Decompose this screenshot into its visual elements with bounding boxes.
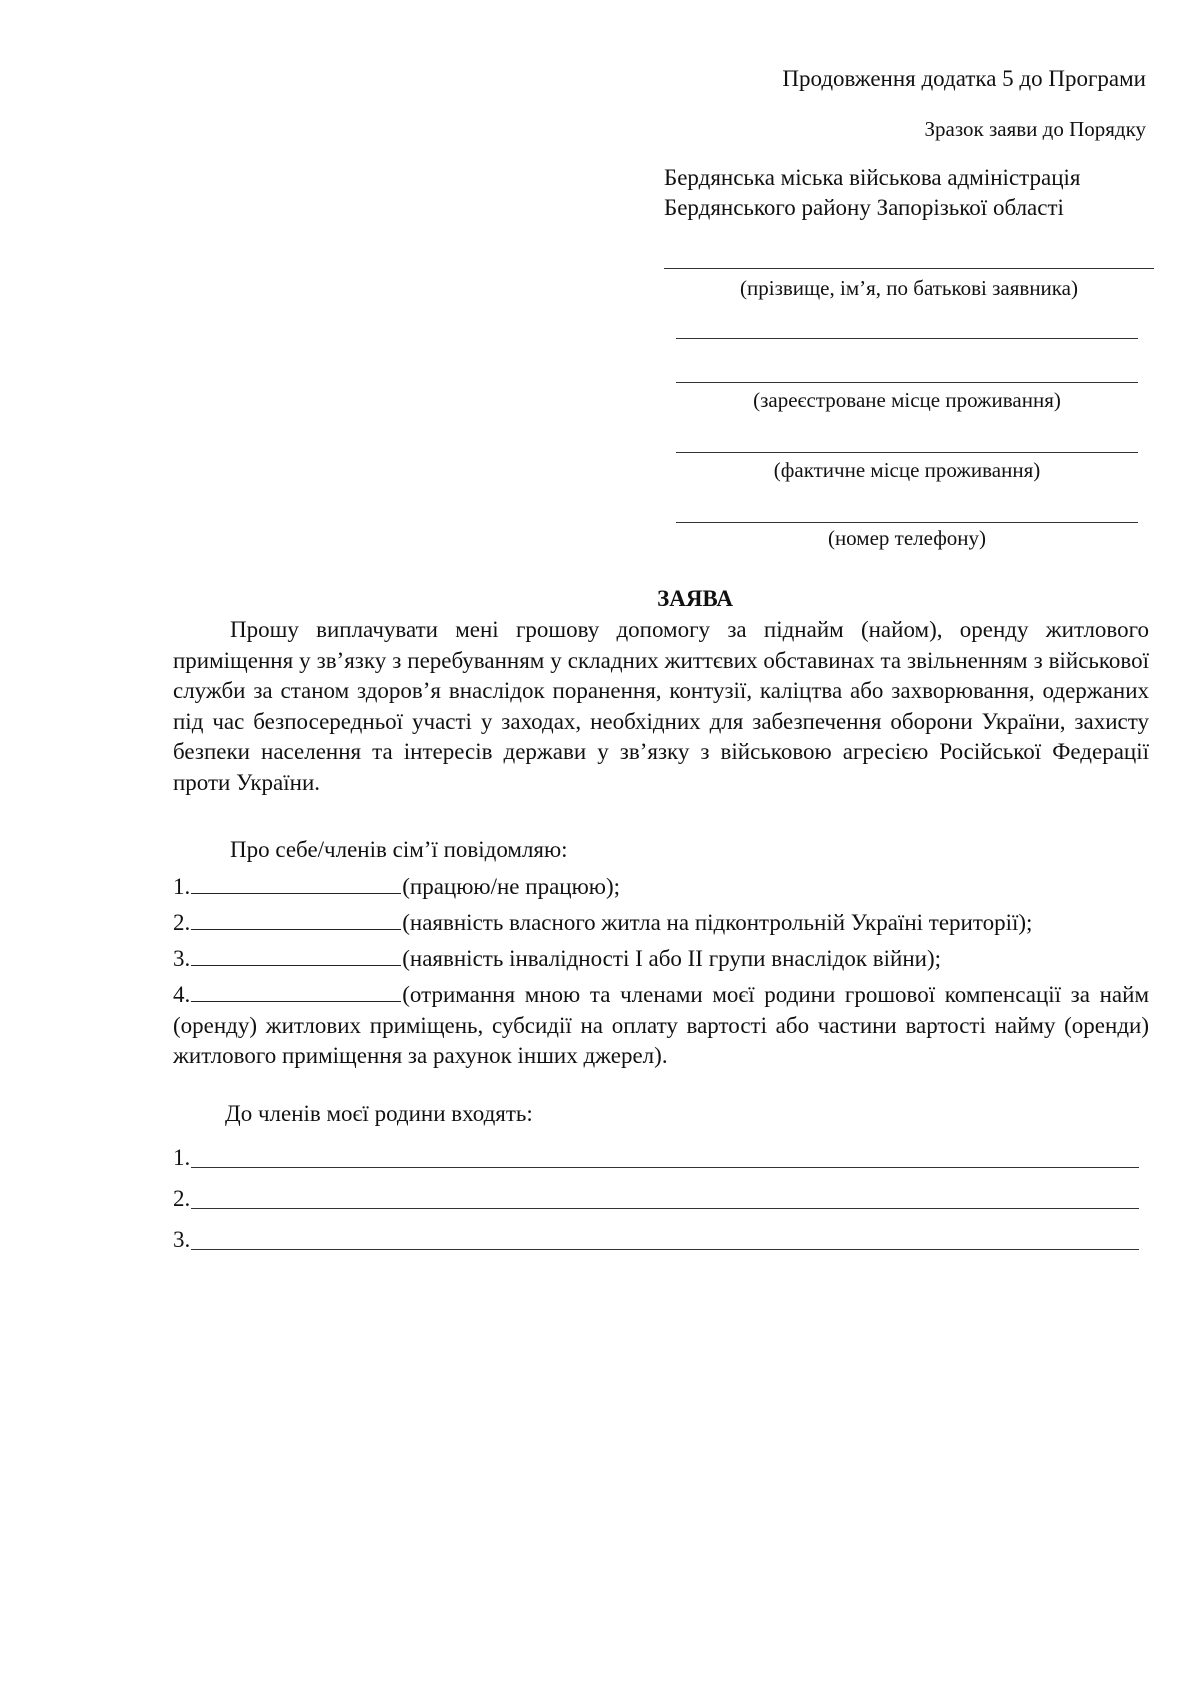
item-number: 3.	[173, 946, 191, 971]
family-member-row	[173, 1145, 1149, 1175]
family-member-row	[173, 1186, 1149, 1216]
document-title: ЗАЯВА	[657, 586, 733, 611]
family-member-field-2[interactable]	[191, 1208, 1139, 1209]
employment-status-field[interactable]	[191, 873, 401, 894]
family-member-field-1[interactable]	[191, 1167, 1139, 1168]
phone-number-caption: (номер телефону)	[827, 526, 987, 550]
family-intro: До членів моєї родини входять:	[225, 1101, 533, 1126]
item-text: (наявність власного житла на підконтрольній Україні території);	[402, 910, 1033, 935]
item-text: (отримання мною та членами моєї родини грошової компенсації за найм (оренду) житлових приміщень, субсидії на оплату вартості або частини вартості найму (оренди) житлового приміщення за рахунок інших джерел).	[173, 982, 1149, 1068]
request-paragraph: Прошу виплачувати мені грошову допомогу за піднайм (найом), оренду житлового приміщення у зв’язку з перебуванням у складних життєвих обставинах та звільненням з військової служби за станом здоров’я внаслідок поранення, контузії, каліцтва або захворювання, одержаних під час безпосередньої участі у заходах, необхідних для забезпечення оборони України, захисту безпеки населення та інтересів держави у зв’язку з військовою агресією Російської Федерації проти України.	[173, 617, 1149, 795]
sample-note: Зразок заяви до Порядку	[924, 117, 1146, 141]
family-member-field-3[interactable]	[191, 1249, 1139, 1250]
appendix-note: Продовження додатка 5 до Програми	[782, 66, 1146, 91]
applicant-name-field[interactable]	[664, 268, 1154, 269]
item-number: 4.	[173, 982, 191, 1007]
self-info-item-2	[173, 908, 1149, 939]
actual-address-field[interactable]	[676, 452, 1138, 453]
item-number: 2.	[173, 910, 191, 935]
own-housing-field[interactable]	[191, 909, 401, 930]
self-info-item-1	[173, 872, 1149, 903]
actual-address-caption: (фактичне місце проживання)	[773, 458, 1041, 482]
item-text: (працюю/не працюю);	[402, 874, 620, 899]
addressee-line-1: Бердянська міська військова адміністрація	[664, 165, 1081, 190]
self-info-item-3	[173, 944, 1149, 975]
applicant-name-caption: (прізвище, ім’я, по батькові заявника)	[740, 276, 1078, 300]
item-text: (наявність інвалідності I або II групи внаслідок війни);	[402, 946, 942, 971]
self-info-item-4	[173, 980, 1149, 1072]
phone-number-field[interactable]	[676, 522, 1138, 523]
compensation-field[interactable]	[191, 981, 401, 1002]
self-info-intro: Про себе/членів сім’ї повідомляю:	[230, 837, 568, 862]
registered-address-field-line-1[interactable]	[676, 338, 1138, 339]
registered-address-caption: (зареєстроване місце проживання)	[753, 388, 1061, 412]
row-number: 2.	[173, 1186, 191, 1211]
family-member-row	[173, 1227, 1149, 1257]
addressee-line-2: Бердянського району Запорізької області	[664, 195, 1064, 220]
row-number: 3.	[173, 1227, 191, 1252]
row-number: 1.	[173, 1145, 191, 1170]
item-number: 1.	[173, 874, 191, 899]
disability-field[interactable]	[191, 945, 401, 966]
registered-address-field-line-2[interactable]	[676, 382, 1138, 383]
